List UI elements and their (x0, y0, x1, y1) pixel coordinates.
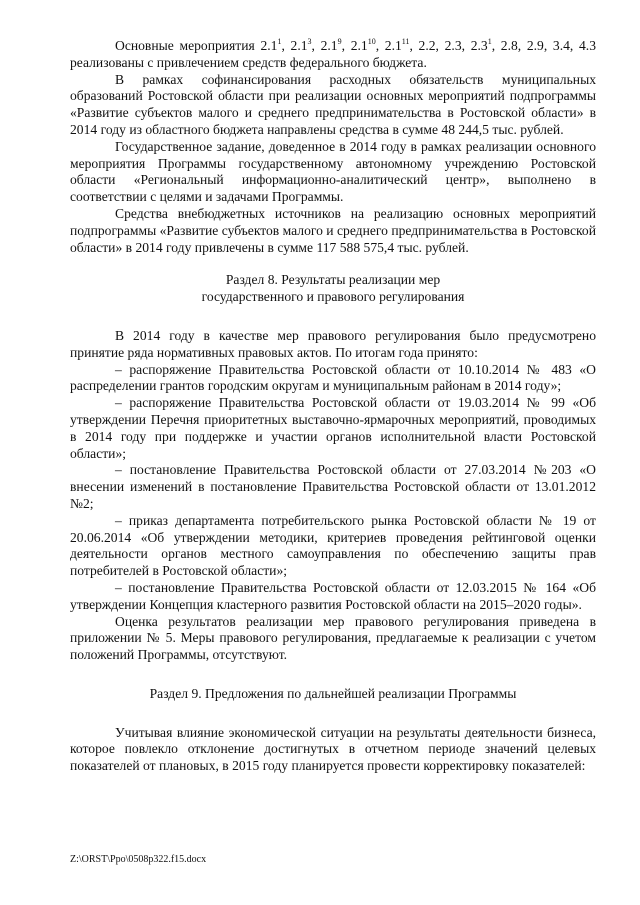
paragraph-evaluation: Оценка результатов реализации мер правового регулирования приведена в приложении № 5. Меры правового регулирования, предлагаемые к реализации с учетом положений Программы, отсутствуют. (70, 613, 596, 663)
paragraph-state-task: Государственное задание, доведенное в 2014 году в рамках реализации основного мероприятия Программы государственному автономному учреждению Ростовской области «Региональный информационно-аналитический центр», выполнено в соответствии с целями и задачами Программы. (70, 138, 596, 205)
paragraph-extrabudgetary: Средства внебюджетных источников на реализацию основных мероприятий подпрограммы «Развитие субъектов малого и среднего предпринимательства в Ростовской области» в 2014 году привлечены в сумме 117 588 575,4 тыс. рублей. (70, 205, 596, 255)
superscript: 1 (277, 37, 282, 46)
text-run: Основные мероприятия 2.1 (115, 38, 278, 53)
superscript: 1 (487, 37, 492, 46)
text-run: , 2.1 (375, 38, 402, 53)
list-item-legal-act-4: – приказ департамента потребительского рынка Ростовской области № 19 от 20.06.2014 «Об утверждении методики, критериев проведения рейтинговой оценки деятельности органов местного самоуправления по обеспечению защиты прав потребителей в Ростовской области»; (70, 512, 596, 579)
superscript: 10 (367, 37, 376, 46)
text-run: , 2.1 (341, 38, 368, 53)
list-item-legal-act-5: – постановление Правительства Ростовской области от 12.03.2015 № 164 «Об утверждении Концепция кластерного развития Ростовской области на 2015–2020 годы». (70, 579, 596, 612)
list-item-legal-act-2: – распоряжение Правительства Ростовской области от 19.03.2014 № 99 «Об утверждении Перечня приоритетных выставочно-ярмарочных мероприятий, проводимых в 2014 году при поддержке и участии органов исполнительной власти Ростовской области»; (70, 395, 596, 461)
paragraph-legal-measures: В 2014 году в качестве мер правового регулирования было предусмотрено принятие ряда нормативных правовых актов. По итогам года принято: (70, 327, 596, 360)
paragraph-cofinancing: В рамках софинансирования расходных обязательств муниципальных образований Ростовской области при реализации основных мероприятий подпрограммы «Развитие субъектов малого и среднего предпринимательства в Ростовской области» в 2014 году из областного бюджета направлены средства в сумме 48 244,5 тыс. рублей. (70, 71, 596, 137)
text-run: , 2.2, 2.3, 2.3 (409, 38, 488, 53)
section-8-title-line1: Раздел 8. Результаты реализации мер (225, 272, 441, 288)
superscript: 3 (307, 37, 312, 46)
superscript: 9 (337, 37, 342, 46)
superscript: 11 (401, 37, 410, 46)
paragraph-proposals: Учитывая влияние экономической ситуации на результаты деятельности бизнеса, которое повлекло отклонение достигнутых в отчетном периоде значений целевых показателей от плановых, в 2015 году планируется провести корректировку показателей: (70, 724, 596, 774)
list-item-legal-act-1: – распоряжение Правительства Ростовской области от 10.10.2014 № 483 «О распределении грантов городским округам и муниципальным районам в 2014 году»; (70, 361, 596, 394)
section-9-title: Раздел 9. Предложения по дальнейшей реализации Программы (149, 685, 517, 701)
document-page (70, 38, 596, 775)
footer-file-path: Z:\ORST\Ppo\0508p322.f15.docx (70, 854, 207, 865)
text-run: , 2.8, 2.9, 3.4, 4.3 реализованы с привлечением средств федерального бюджета. (70, 38, 596, 70)
text-run: , 2.1 (311, 38, 338, 53)
section-8-title-line2: государственного и правового регулирования (201, 289, 465, 305)
paragraph-federal-funds (70, 38, 596, 72)
text-run: , 2.1 (281, 38, 308, 53)
list-item-legal-act-3: – постановление Правительства Ростовской области от 27.03.2014 №203 «О внесении изменений в постановление Правительства Ростовской области от 13.01.2012 №2; (70, 462, 596, 511)
